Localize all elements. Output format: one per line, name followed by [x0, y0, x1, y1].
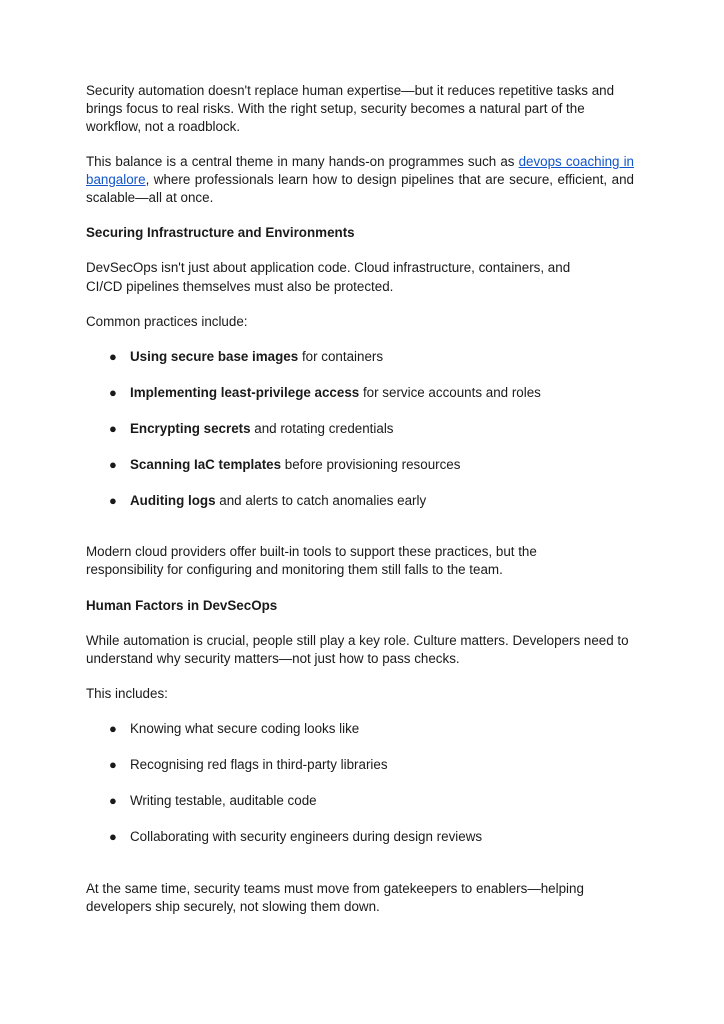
- bullet-icon: ●: [109, 457, 117, 473]
- section2-paragraph: While automation is crucial, people still play a key role. Culture matters. Developers need to understand why security matters—not just how to pass checks.: [86, 632, 629, 667]
- section1-paragraph: DevSecOps isn't just about application code. Cloud infrastructure, containers, and CI/CD pipelines themselves must also be protected.: [86, 260, 571, 294]
- intro-paragraph-2-text-before: This balance is a central theme in many hands-on programmes such as: [86, 153, 519, 169]
- list-item: [86, 456, 634, 474]
- list-item: [86, 828, 634, 846]
- section-heading-infrastructure: Securing Infrastructure and Environments: [86, 225, 355, 241]
- bullet-icon: ●: [109, 493, 117, 509]
- list-item-bold: Implementing least-privilege access: [130, 385, 360, 401]
- intro-paragraph-2-text-after: , where professionals learn how to design pipelines that are secure, efficient, and scalable—all at once.: [86, 171, 634, 206]
- section2-closing-paragraph: At the same time, security teams must move from gatekeepers to enablers—helping developers ship securely, not slowing them down.: [86, 880, 584, 914]
- list-item-text: Writing testable, auditable code: [130, 793, 317, 809]
- intro-paragraph-1: Security automation doesn't replace human expertise—but it reduces repetitive tasks and brings focus to real risks. With the right setup, security becomes a natural part of the workflow, not a roadblock.: [86, 83, 615, 135]
- section2-list-intro: This includes:: [86, 686, 168, 702]
- list-item-text: and alerts to catch anomalies early: [215, 493, 427, 509]
- document-page: [86, 82, 634, 916]
- list-item: [86, 420, 634, 438]
- bullet-icon: ●: [109, 421, 117, 437]
- section-heading-human-factors: Human Factors in DevSecOps: [86, 597, 278, 613]
- bullet-icon: ●: [109, 349, 117, 365]
- list-item: [86, 720, 634, 738]
- bullet-icon: ●: [109, 757, 117, 773]
- includes-list: [86, 720, 634, 846]
- bullet-icon: ●: [109, 721, 117, 737]
- list-item: [86, 492, 634, 510]
- list-item-text: before provisioning resources: [281, 457, 461, 473]
- bullet-icon: ●: [109, 793, 117, 809]
- list-item: [86, 792, 634, 810]
- list-item-bold: Encrypting secrets: [130, 421, 251, 437]
- list-item: [86, 348, 634, 366]
- practices-list: [86, 348, 634, 510]
- list-item-text: Collaborating with security engineers during design reviews: [130, 829, 483, 845]
- list-item-bold: Auditing logs: [130, 493, 216, 509]
- section1-list-intro: Common practices include:: [86, 313, 248, 329]
- list-item: [86, 756, 634, 774]
- list-item-text: and rotating credentials: [250, 421, 394, 437]
- section1-closing-paragraph: Modern cloud providers offer built-in tools to support these practices, but the responsibility for configuring and monitoring them still falls to the team.: [86, 544, 537, 578]
- list-item-text: Recognising red flags in third-party libraries: [130, 757, 388, 773]
- list-item-text: for containers: [298, 349, 384, 365]
- list-item: [86, 384, 634, 402]
- list-item-text: Knowing what secure coding looks like: [130, 721, 360, 737]
- list-item-bold: Scanning IaC templates: [130, 457, 282, 473]
- bullet-icon: ●: [109, 385, 117, 401]
- devops-coaching-link[interactable]: devops coaching in bangalore: [86, 153, 634, 187]
- bullet-icon: ●: [109, 829, 117, 845]
- list-item-text: for service accounts and roles: [359, 385, 541, 401]
- intro-paragraph-2: [86, 153, 634, 208]
- list-item-bold: Using secure base images: [130, 349, 299, 365]
